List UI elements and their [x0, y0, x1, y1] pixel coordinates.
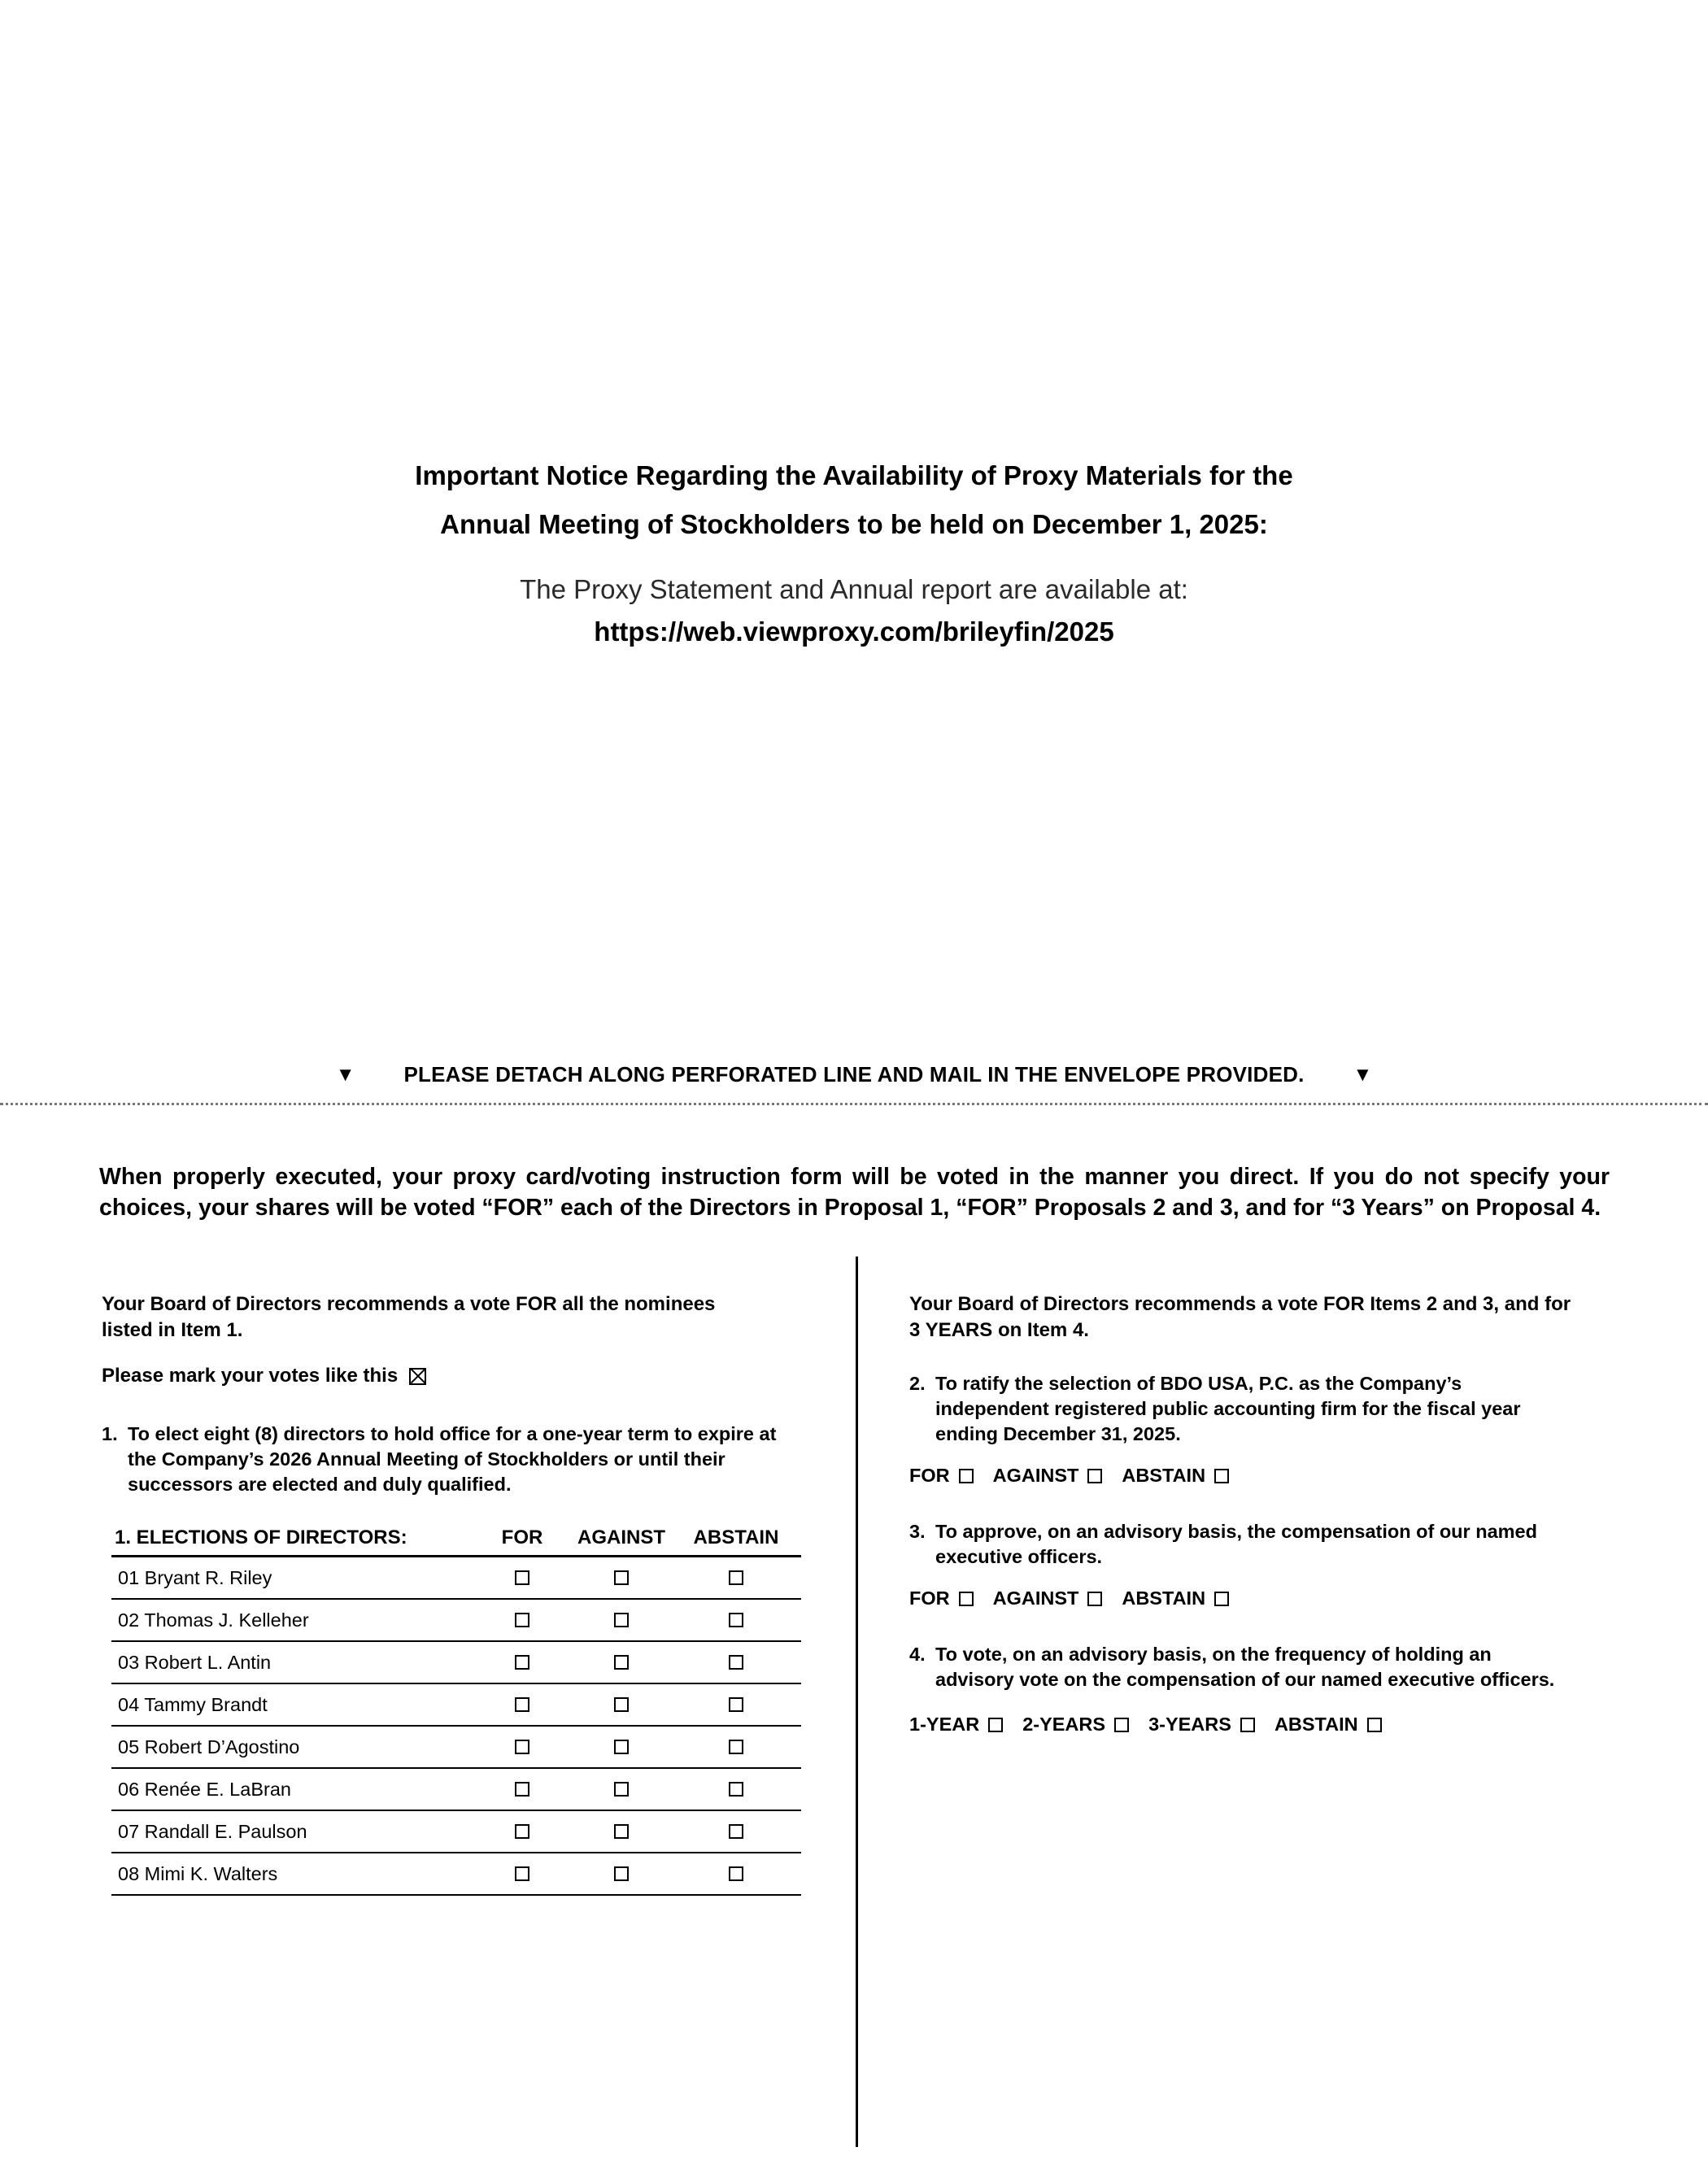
- vote-checkbox-for[interactable]: [515, 1866, 529, 1881]
- vote-checkbox-for[interactable]: [515, 1782, 529, 1797]
- proposal-3-options: [909, 1588, 1610, 1609]
- vote-checkbox-abstain[interactable]: [729, 1613, 743, 1627]
- vote-option-label: ABSTAIN: [1122, 1588, 1206, 1609]
- proposal-2: [909, 1371, 1610, 1447]
- column-divider: [856, 1257, 858, 2147]
- vote-option-against: [993, 1588, 1103, 1609]
- notice-title-line2: Annual Meeting of Stockholders to be held on December 1, 2025:: [440, 509, 1268, 539]
- vote-checkbox-against[interactable]: [614, 1655, 629, 1670]
- directors-table: [111, 1520, 801, 1896]
- vote-checkbox-abstain[interactable]: [1214, 1469, 1229, 1483]
- vote-checkbox-abstain[interactable]: [729, 1824, 743, 1839]
- mark-votes-instruction-label: Please mark your votes like this: [102, 1365, 399, 1387]
- vote-option-against: [993, 1465, 1103, 1487]
- voting-intro-paragraph: When properly executed, your proxy card/voting instruction form will be voted in the manner you direct. If you do not specify your choices, your shares will be voted “FOR” each of the Directors in Proposal 1, “FOR” Proposals 2 and 3, and for “3 Years” on Proposal 4.: [99, 1164, 1610, 1221]
- proposal-4-number: 4.: [909, 1644, 926, 1665]
- proxy-materials-url: https://web.viewproxy.com/brileyfin/2025: [594, 616, 1114, 647]
- left-column: [102, 1291, 821, 1896]
- director-name: 04 Tammy Brandt: [118, 1693, 268, 1715]
- vote-checkbox-for[interactable]: [515, 1655, 529, 1670]
- vote-checkbox-against[interactable]: [614, 1824, 629, 1839]
- column-header-abstain: ABSTAIN: [693, 1526, 779, 1548]
- vote-option-3-years: [1148, 1714, 1255, 1736]
- vote-checkbox-for[interactable]: [515, 1570, 529, 1585]
- director-name: 03 Robert L. Antin: [118, 1651, 272, 1673]
- vote-option-label: 2-YEARS: [1022, 1714, 1106, 1735]
- director-row: [111, 1853, 801, 1896]
- down-arrow-icon: ▼: [1353, 1063, 1373, 1086]
- mark-votes-instruction-row: [102, 1365, 821, 1387]
- proposal-3-text: To approve, on an advisory basis, the compensation of our named executive officers.: [935, 1521, 1537, 1567]
- director-name: 01 Bryant R. Riley: [118, 1566, 272, 1588]
- column-header-for: FOR: [501, 1526, 543, 1548]
- availability-notice: [0, 451, 1708, 650]
- right-column: [909, 1291, 1610, 1736]
- detach-instruction-label: PLEASE DETACH ALONG PERFORATED LINE AND MAIL IN THE ENVELOPE PROVIDED.: [403, 1062, 1305, 1087]
- vote-checkbox-for[interactable]: [515, 1740, 529, 1754]
- proposal-2-number: 2.: [909, 1373, 926, 1394]
- board-recommendation-left: Your Board of Directors recommends a vote FOR all the nominees listed in Item 1.: [102, 1293, 716, 1341]
- director-row: [111, 1684, 801, 1727]
- vote-option-label: FOR: [909, 1588, 950, 1609]
- vote-checkbox-against[interactable]: [614, 1866, 629, 1881]
- vote-checkbox-for[interactable]: [515, 1824, 529, 1839]
- down-arrow-icon: ▼: [335, 1063, 355, 1086]
- proposal-1-text: To elect eight (8) directors to hold office for a one-year term to expire at the Company’s 2026 Annual Meeting of Stockholders or until their successors are elected and duly qualified.: [128, 1423, 777, 1495]
- proposal-3: [909, 1519, 1610, 1570]
- vote-checkbox-for[interactable]: [959, 1469, 974, 1483]
- perforated-line: [0, 1103, 1708, 1105]
- director-name: 07 Randall E. Paulson: [118, 1820, 307, 1842]
- director-name: 06 Renée E. LaBran: [118, 1778, 291, 1800]
- vote-checkbox-abstain[interactable]: [1367, 1718, 1382, 1732]
- vote-checkbox-against[interactable]: [614, 1570, 629, 1585]
- director-row: [111, 1811, 801, 1853]
- vote-option-label: ABSTAIN: [1122, 1465, 1206, 1486]
- proposal-3-number: 3.: [909, 1521, 926, 1542]
- vote-checkbox-abstain[interactable]: [729, 1655, 743, 1670]
- vote-checkbox-abstain[interactable]: [1214, 1592, 1229, 1606]
- proposal-2-options: [909, 1465, 1610, 1487]
- vote-option-label: AGAINST: [992, 1588, 1079, 1609]
- vote-checkbox-against[interactable]: [1087, 1469, 1102, 1483]
- directors-table-header: [111, 1520, 801, 1557]
- vote-checkbox-against[interactable]: [614, 1740, 629, 1754]
- vote-option-abstain: [1274, 1714, 1382, 1736]
- proposal-4: [909, 1642, 1610, 1692]
- vote-checkbox-for[interactable]: [515, 1697, 529, 1712]
- vote-checkbox-abstain[interactable]: [729, 1866, 743, 1881]
- vote-option-1-year: [909, 1714, 1003, 1736]
- vote-checkbox-for[interactable]: [959, 1592, 974, 1606]
- director-row: [111, 1600, 801, 1642]
- availability-line: The Proxy Statement and Annual report are available at:: [520, 574, 1188, 604]
- checked-box-icon: [409, 1368, 426, 1385]
- proposal-4-options: [909, 1714, 1610, 1736]
- detach-instruction-row: [0, 1062, 1708, 1087]
- director-row: [111, 1727, 801, 1769]
- vote-checkbox-against[interactable]: [614, 1697, 629, 1712]
- director-row: [111, 1769, 801, 1811]
- board-recommendation-right: Your Board of Directors recommends a vote FOR Items 2 and 3, and for 3 YEARS on Item 4.: [909, 1293, 1571, 1341]
- vote-checkbox-abstain[interactable]: [729, 1782, 743, 1797]
- vote-checkbox-3-years[interactable]: [1240, 1718, 1255, 1732]
- vote-option-label: ABSTAIN: [1274, 1714, 1358, 1735]
- vote-option-for: [909, 1465, 974, 1487]
- director-row: [111, 1642, 801, 1684]
- vote-option-abstain: [1122, 1465, 1229, 1487]
- vote-checkbox-abstain[interactable]: [729, 1570, 743, 1585]
- vote-option-label: 1-YEAR: [909, 1714, 980, 1735]
- vote-checkbox-1-year[interactable]: [988, 1718, 1003, 1732]
- vote-checkbox-against[interactable]: [614, 1782, 629, 1797]
- director-name: 05 Robert D’Agostino: [118, 1736, 300, 1757]
- vote-option-2-years: [1022, 1714, 1129, 1736]
- vote-option-for: [909, 1588, 974, 1609]
- vote-checkbox-against[interactable]: [614, 1613, 629, 1627]
- proposal-1-number: 1.: [102, 1423, 118, 1444]
- director-row: [111, 1557, 801, 1600]
- vote-checkbox-abstain[interactable]: [729, 1697, 743, 1712]
- proposal-1: [102, 1422, 821, 1497]
- vote-option-label: FOR: [909, 1465, 950, 1486]
- vote-checkbox-for[interactable]: [515, 1613, 529, 1627]
- vote-checkbox-abstain[interactable]: [729, 1740, 743, 1754]
- column-header-against: AGAINST: [577, 1526, 665, 1548]
- notice-title-line1: Important Notice Regarding the Availability of Proxy Materials for the: [415, 460, 1293, 490]
- proposal-2-text: To ratify the selection of BDO USA, P.C. as the Company’s independent registered public accounting firm for the fiscal year ending December 31, 2025.: [935, 1373, 1521, 1444]
- vote-checkbox-2-years[interactable]: [1114, 1718, 1129, 1732]
- director-name: 08 Mimi K. Walters: [118, 1862, 278, 1884]
- vote-checkbox-against[interactable]: [1087, 1592, 1102, 1606]
- director-name: 02 Thomas J. Kelleher: [118, 1609, 309, 1631]
- vote-option-abstain: [1122, 1588, 1229, 1609]
- proposal-4-text: To vote, on an advisory basis, on the frequency of holding an advisory vote on the compensation of our named executive officers.: [935, 1644, 1555, 1690]
- vote-option-label: AGAINST: [992, 1465, 1079, 1486]
- vote-option-label: 3-YEARS: [1148, 1714, 1231, 1735]
- directors-table-title: 1. ELECTIONS OF DIRECTORS:: [115, 1526, 407, 1548]
